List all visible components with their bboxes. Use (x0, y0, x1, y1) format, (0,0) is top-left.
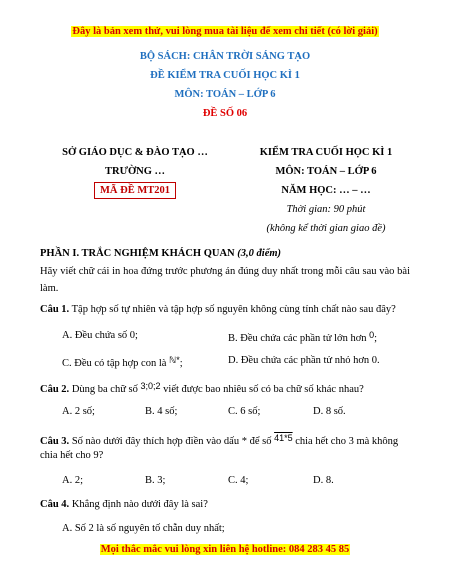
question-3-math: 41*5 (274, 433, 293, 443)
exam-duration: Thời gian: 90 phút (286, 204, 366, 215)
left-header (40, 143, 230, 199)
q3-option-b: B. 3; (145, 475, 166, 486)
q1-option-c-punct: ; (179, 358, 183, 369)
question-3-label: Câu 3. (40, 436, 70, 447)
question-2-math: 3;0;2 (140, 381, 161, 391)
q1-option-c-math: ℕ* (169, 355, 180, 365)
school-name: TRƯỜNG … (105, 166, 165, 177)
question-1 (40, 301, 410, 318)
question-4-label: Câu 4. (40, 499, 70, 510)
question-3-continuation: chia hết cho 9? (40, 450, 104, 461)
preview-banner (0, 26, 450, 37)
school-year: NĂM HỌC: … – … (281, 185, 371, 196)
question-1-text: Tập hợp số tự nhiên và tập hợp số nguyên không cùng tính chất nào sau đây? (71, 304, 396, 315)
question-3-text-start: Số nào dưới đây thích hợp điền vào dấu * để số (71, 436, 272, 447)
part1-heading-text: PHẦN I. TRẮC NGHIỆM KHÁCH QUAN (40, 248, 235, 259)
q1-option-b-text: B. Đều chứa các phần tử lớn hơn (228, 333, 367, 344)
department-name: SỞ GIÁO DỤC & ĐÀO TẠO … (62, 147, 208, 158)
q2-option-b: B. 4 số; (145, 406, 178, 417)
q2-option-c: C. 6 số; (228, 406, 261, 417)
preview-banner-text: Đây là bản xem thử, vui lòng mua tài liệu để xem chi tiết (có lời giải) (72, 26, 378, 37)
question-2-text-end: viết được bao nhiêu số có ba chữ số khác nhau? (163, 384, 364, 395)
book-series-title: BỘ SÁCH: CHÂN TRỜI SÁNG TẠO (139, 51, 311, 62)
part1-points: (3,0 điểm) (237, 248, 282, 259)
question-2-text-start: Dùng ba chữ số (71, 384, 138, 395)
part1-heading (40, 245, 410, 262)
right-header (236, 143, 416, 238)
q1-option-b (228, 327, 377, 347)
hotline-banner (0, 544, 450, 555)
q3-option-d: D. 8. (313, 475, 334, 486)
subject-title: MÔN: TOÁN – LỚP 6 (174, 89, 276, 100)
exam-number: ĐỀ SỐ 06 (202, 108, 248, 119)
q1-option-a: A. Đều chứa số 0; (62, 330, 138, 341)
q1-option-c-text: C. Đều có tập hợp con là (62, 358, 167, 369)
q1-option-b-punct: ; (374, 333, 378, 344)
exam-code-box: MÃ ĐỀ MT201 (94, 182, 176, 199)
hotline-banner-text: Mọi thắc mắc vui lòng xin liên hệ hotline: 084 283 45 85 (100, 544, 350, 555)
question-4 (40, 496, 410, 513)
part1-instruction: Hãy viết chữ cái in hoa đứng trước phương án đúng duy nhất trong mỗi câu sau vào bài làm. (40, 266, 410, 294)
duration-note: (không kể thời gian giao đề) (266, 223, 386, 234)
q3-option-c: C. 4; (228, 475, 249, 486)
q4-option-a: A. Số 2 là số nguyên tố chẵn duy nhất; (62, 523, 225, 534)
question-3-text-end: chia hết cho 3 mà không (295, 436, 399, 447)
exam-title: ĐỀ KIỂM TRA CUỐI HỌC KÌ 1 (150, 70, 300, 81)
question-1-label: Câu 1. (40, 304, 70, 315)
question-2 (40, 378, 410, 398)
q1-option-d: D. Đều chứa các phần tử nhỏ hơn 0. (228, 355, 380, 366)
q3-option-a: A. 2; (62, 475, 83, 486)
question-4-text: Khẳng định nào dưới đây là sai? (71, 499, 208, 510)
question-2-label: Câu 2. (40, 384, 70, 395)
q2-option-d: D. 8 số. (313, 406, 346, 417)
exam-label: KIỂM TRA CUỐI HỌC KÌ 1 (259, 147, 393, 158)
subject-label: MÔN: TOÁN – LỚP 6 (275, 166, 377, 177)
q1-option-c (62, 352, 183, 372)
q2-option-a: A. 2 số; (62, 406, 95, 417)
q1-option-b-math: 0 (369, 330, 375, 340)
